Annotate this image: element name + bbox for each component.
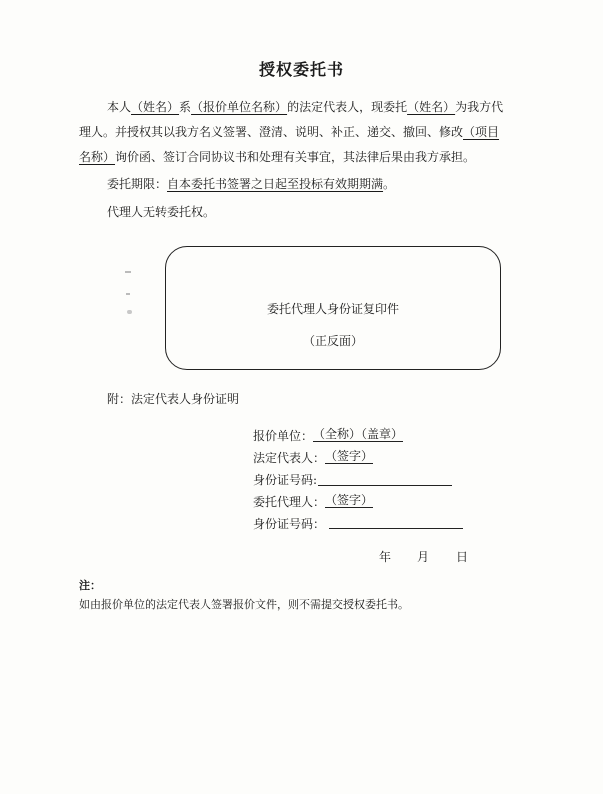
- id-copy-box: [165, 246, 501, 370]
- agent-id-label: 身份证号码：: [253, 517, 326, 531]
- date-day: 日: [456, 550, 469, 564]
- id-copy-sides: （正反面）: [302, 334, 363, 348]
- unit-name-placeholder: （报价单位名称）: [191, 100, 288, 114]
- scan-mark: [125, 271, 131, 273]
- text-legal-rep: 的法定代表人，现委托: [287, 100, 408, 114]
- date-year: 年: [379, 550, 392, 564]
- note-label: 注：: [79, 579, 101, 592]
- project-name-placeholder-end: 名称）: [79, 150, 116, 164]
- agent-id-field[interactable]: [329, 528, 463, 529]
- agent-name-placeholder: （姓名）: [407, 100, 456, 114]
- text-consequences: 询价函、签订合同协议书和处理有关事宜，其法律后果由我方承担。: [115, 150, 476, 164]
- date-month: 月: [417, 550, 430, 564]
- id-copy-label: 委托代理人身份证复印件: [266, 302, 399, 316]
- paragraph-line-1: [107, 95, 503, 120]
- agent-signature-field[interactable]: （签字）: [325, 493, 374, 507]
- document-title: 授权委托书: [258, 60, 344, 79]
- legal-rep-label: 法定代表人：: [253, 451, 326, 465]
- period-line: [79, 172, 539, 197]
- unit-field[interactable]: （全称）（盖章）: [313, 427, 404, 441]
- project-name-placeholder-start: （项目: [463, 125, 500, 139]
- period-end: 。: [383, 177, 396, 191]
- paragraph-line-3: [79, 145, 475, 170]
- name-placeholder: （姓名）: [131, 100, 180, 114]
- text-ben-ren: 本人: [107, 100, 132, 114]
- attachment-note: 附：法定代表人身份证明: [107, 392, 240, 406]
- authorization-paragraph: [79, 95, 539, 175]
- text-xi: 系: [179, 100, 192, 114]
- scan-mark: [127, 310, 132, 314]
- no-transfer-line: [79, 200, 539, 225]
- period-value: 自本委托书签署之日起至投标有效期期满: [167, 177, 384, 191]
- legal-rep-id-label: 身份证号码:: [253, 473, 318, 487]
- scan-mark: [126, 293, 130, 295]
- legal-rep-id-field[interactable]: [318, 485, 452, 486]
- agent-label: 委托代理人：: [253, 495, 326, 509]
- text-powers: 理人。并授权其以我方名义签署、澄清、说明、补正、递交、撤回、修改: [79, 125, 464, 139]
- unit-label: 报价单位：: [253, 429, 314, 443]
- legal-rep-signature-field[interactable]: （签字）: [325, 449, 374, 463]
- note-text: 如由报价单位的法定代表人签署报价文件，则不需提交授权委托书。: [79, 598, 409, 611]
- period-label: 委托期限：: [107, 177, 168, 191]
- text-as-agent: 为我方代: [455, 100, 504, 114]
- paragraph-line-2: [79, 120, 499, 145]
- no-transfer-text: 代理人无转委托权。: [107, 205, 216, 219]
